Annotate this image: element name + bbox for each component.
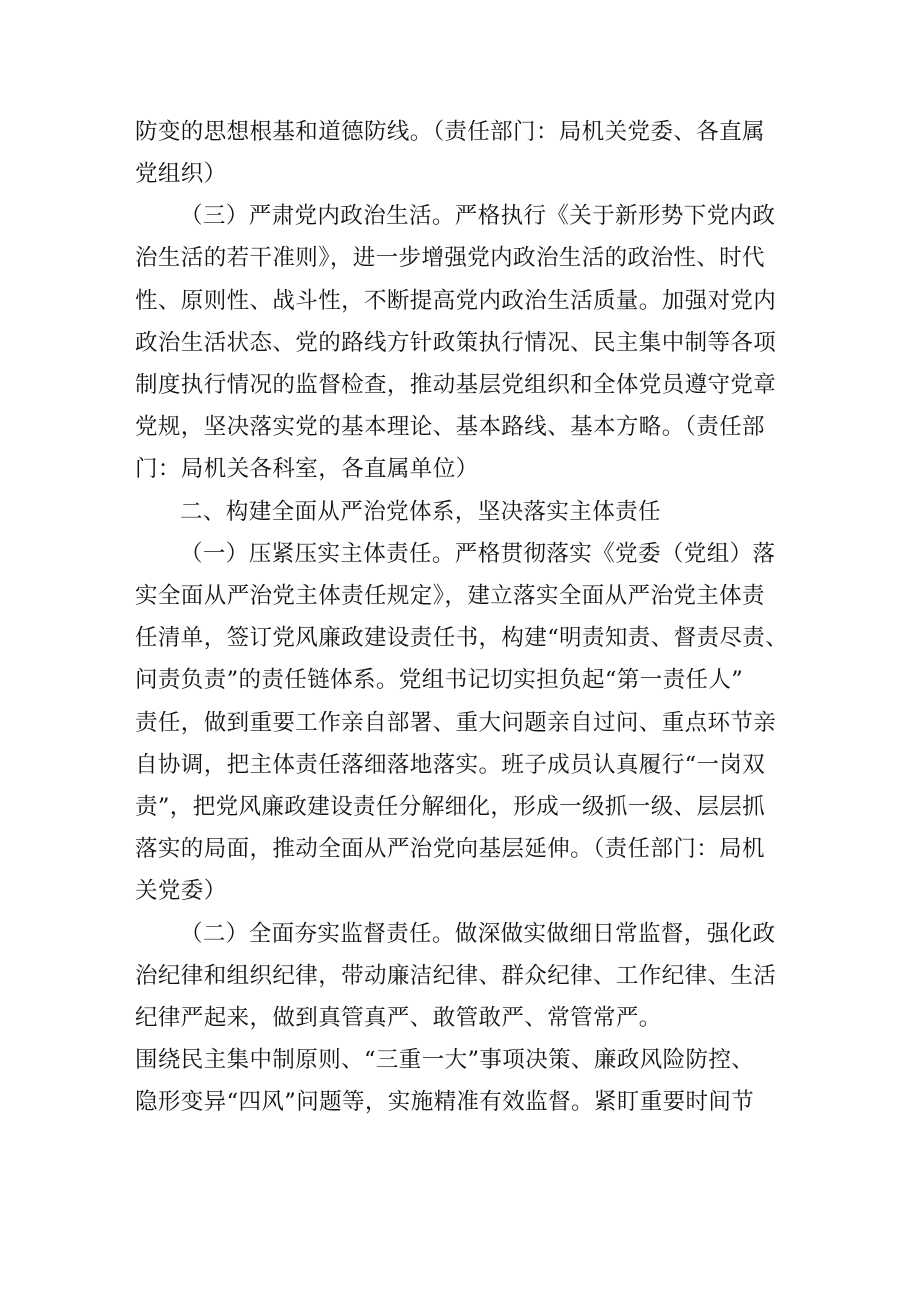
text-line: 隐形变异“四风”问题等，实施精准有效监督。紧盯重要时间节 (135, 1089, 755, 1115)
text-line: 防变的思想根基和道德防线。（责任部门：局机关党委、各直属 (135, 119, 765, 145)
text-line: 落实的局面，推动全面从严治党向基层延伸。（责任部门：局机 (135, 836, 765, 862)
paragraph-start-line: （二）全面夯实监督责任。做深做实做细日常监督，强化政 (180, 921, 776, 947)
section-heading: 二、构建全面从严治党体系，坚决落实主体责任 (180, 499, 661, 525)
text-line: 制度执行情况的监督检查，推动基层党组织和全体党员遵守党章 (135, 372, 777, 398)
text-line: 责”，把党风廉政建设责任分解细化，形成一级抓一级、层层抓 (135, 794, 766, 820)
text-line: 党规，坚决落实党的基本理论、基本路线、基本方略。（责任部 (135, 414, 765, 440)
text-line: 党组织） (135, 161, 227, 187)
text-line: 治生活的若干准则》，进一步增强党内政治生活的政治性、时代 (135, 245, 765, 271)
paragraph-start-line: （三）严肃党内政治生活。严格执行《关于新形势下党内政 (180, 203, 776, 229)
text-line: 政治生活状态、党的路线方针政策执行情况、民主集中制等各项 (135, 330, 777, 356)
text-line: 纪律严起来，做到真管真严、敢管敢严、常管常严。 (135, 1005, 662, 1031)
text-line: 自协调，把主体责任落细落地落实。班子成员认真履行“一岗双 (135, 752, 766, 778)
text-line: 责任，做到重要工作亲自部署、重大问题亲自过问、重点环节亲 (135, 710, 777, 736)
paragraph-start-line: （一）压紧压实主体责任。严格贯彻落实《党委（党组）落 (180, 541, 776, 567)
text-line: 门：局机关各科室，各直属单位） (135, 456, 479, 482)
text-line: 关党委） (135, 878, 227, 904)
text-line: 围绕民主集中制原则、“三重一大”事项决策、廉政风险防控、 (135, 1047, 755, 1073)
text-line: 问责负责”的责任链体系。党组书记切实担负起“第一责任人” (135, 667, 744, 693)
text-line: 性、原则性、战斗性，不断提高党内政治生活质量。加强对党内 (135, 288, 777, 314)
text-line: 治纪律和组织纪律，带动廉洁纪律、群众纪律、工作纪律、生活 (135, 963, 777, 989)
text-line: 任清单，签订党风廉政建设责任书，构建“明责知责、督责尽责、 (135, 625, 789, 651)
text-line: 实全面从严治党主体责任规定》，建立落实全面从严治党主体责 (135, 583, 765, 609)
